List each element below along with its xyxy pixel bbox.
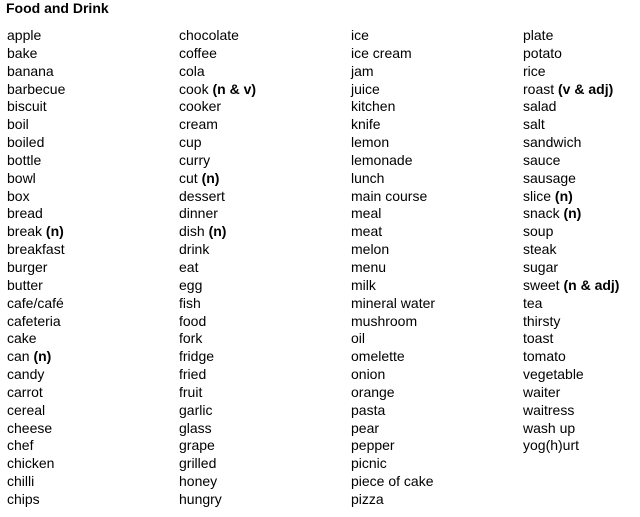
vocab-word: chicken — [7, 455, 55, 472]
vocab-word: sauce — [523, 151, 561, 168]
vocab-item — [7, 420, 65, 438]
vocab-word: main course — [351, 187, 428, 204]
vocab-word: fruit — [179, 383, 203, 400]
part-of-speech-label: (v & adj) — [558, 80, 614, 97]
vocab-word: cereal — [7, 401, 46, 418]
vocab-item — [523, 170, 619, 188]
vocab-word: meat — [351, 223, 383, 240]
vocab-item — [7, 366, 65, 384]
vocab-word: chips — [7, 490, 40, 507]
vocab-item — [179, 455, 256, 473]
vocab-word: egg — [179, 276, 203, 293]
part-of-speech-label: (n) — [201, 169, 220, 186]
vocab-item — [523, 188, 619, 206]
vocab-word: sausage — [523, 169, 576, 186]
vocab-word: bowl — [7, 169, 36, 186]
vocab-item — [179, 313, 256, 331]
vocab-item — [179, 223, 256, 241]
vocab-item — [523, 348, 619, 366]
vocab-item — [7, 277, 65, 295]
vocab-item — [7, 205, 65, 223]
vocab-word: tea — [523, 294, 543, 311]
vocab-word: cut — [179, 169, 198, 186]
vocab-word: kitchen — [351, 98, 396, 115]
vocab-item — [7, 45, 65, 63]
vocab-word: honey — [179, 473, 218, 490]
vocab-item — [351, 455, 435, 473]
vocab-item — [7, 188, 65, 206]
vocab-word: cooker — [179, 98, 222, 115]
vocab-word: dessert — [179, 187, 225, 204]
word-column-1 — [7, 27, 65, 509]
vocab-item — [7, 81, 65, 99]
vocab-word: biscuit — [7, 98, 47, 115]
vocab-word: pasta — [351, 401, 386, 418]
vocab-word: soup — [523, 223, 554, 240]
vocab-word: fridge — [179, 348, 215, 365]
vocab-word: dish — [179, 223, 205, 240]
vocab-item — [351, 27, 435, 45]
vocab-item — [7, 313, 65, 331]
vocab-word: meal — [351, 205, 382, 222]
vocab-word: grape — [179, 437, 215, 454]
vocab-item — [351, 491, 435, 509]
vocab-item — [523, 313, 619, 331]
page-title: Food and Drink — [6, 0, 109, 16]
vocab-item — [523, 27, 619, 45]
vocab-item — [179, 402, 256, 420]
vocab-item — [179, 277, 256, 295]
vocab-word: onion — [351, 366, 386, 383]
vocab-item — [351, 313, 435, 331]
vocab-word: wash up — [523, 419, 576, 436]
vocab-item — [179, 295, 256, 313]
vocab-word: boil — [7, 116, 29, 133]
vocab-item — [351, 223, 435, 241]
vocab-item — [523, 402, 619, 420]
vocab-item — [179, 437, 256, 455]
vocab-item — [7, 402, 65, 420]
vocab-item — [7, 330, 65, 348]
vocab-item — [523, 259, 619, 277]
vocab-word: cafe/café — [7, 294, 64, 311]
vocab-item — [179, 63, 256, 81]
vocab-item — [351, 277, 435, 295]
vocab-item — [351, 81, 435, 99]
vocab-word: toast — [523, 330, 554, 347]
vocab-word: juice — [351, 80, 380, 97]
vocab-item — [351, 402, 435, 420]
vocab-word: eat — [179, 258, 199, 275]
vocab-word: mushroom — [351, 312, 418, 329]
vocab-word: boiled — [7, 134, 45, 151]
vocab-item — [351, 241, 435, 259]
vocab-item — [523, 98, 619, 116]
vocab-item — [523, 81, 619, 99]
vocab-word: oil — [351, 330, 366, 347]
word-column-3 — [351, 27, 435, 509]
part-of-speech-label: (n) — [45, 223, 64, 240]
vocab-word: cake — [7, 330, 37, 347]
vocab-item — [7, 455, 65, 473]
vocab-word: burger — [7, 258, 48, 275]
vocab-item — [523, 330, 619, 348]
vocab-item — [7, 437, 65, 455]
vocab-item — [179, 366, 256, 384]
vocab-word: carrot — [7, 383, 43, 400]
vocab-word: picnic — [351, 455, 387, 472]
vocab-word: omelette — [351, 348, 405, 365]
vocab-item — [351, 420, 435, 438]
vocab-item — [351, 45, 435, 63]
vocab-item — [7, 295, 65, 313]
vocab-item — [7, 348, 65, 366]
vocab-item — [351, 437, 435, 455]
vocab-item — [351, 366, 435, 384]
vocab-word: fried — [179, 366, 207, 383]
vocab-item — [179, 241, 256, 259]
vocab-word: mineral water — [351, 294, 436, 311]
vocab-item — [351, 63, 435, 81]
vocab-item — [7, 134, 65, 152]
vocab-word: menu — [351, 258, 387, 275]
vocab-word: salad — [523, 98, 557, 115]
vocab-item — [7, 152, 65, 170]
vocab-word: slice — [523, 187, 552, 204]
vocab-item — [179, 348, 256, 366]
vocab-item — [179, 27, 256, 45]
vocab-word: pepper — [351, 437, 395, 454]
vocab-item — [351, 473, 435, 491]
vocab-word: break — [7, 223, 43, 240]
vocab-word: lemon — [351, 134, 390, 151]
vocab-item — [179, 330, 256, 348]
part-of-speech-label: (n) — [33, 348, 52, 365]
vocab-word: dinner — [179, 205, 218, 222]
vocab-item — [7, 259, 65, 277]
vocab-word: chef — [7, 437, 34, 454]
vocab-word: thirsty — [523, 312, 561, 329]
vocab-word: salt — [523, 116, 545, 133]
part-of-speech-label: (n) — [208, 223, 227, 240]
vocab-item — [523, 205, 619, 223]
vocab-item — [7, 241, 65, 259]
vocab-item — [179, 188, 256, 206]
vocab-word: curry — [179, 151, 211, 168]
vocab-item — [7, 473, 65, 491]
vocab-item — [351, 259, 435, 277]
vocab-item — [351, 330, 435, 348]
vocab-word: bake — [7, 44, 38, 61]
vocab-item — [179, 170, 256, 188]
vocab-word: piece of cake — [351, 473, 434, 490]
vocab-word: chilli — [7, 473, 35, 490]
vocab-item — [523, 295, 619, 313]
vocab-item — [351, 188, 435, 206]
vocab-item — [179, 384, 256, 402]
vocab-item — [7, 116, 65, 134]
vocab-word: glass — [179, 419, 212, 436]
vocab-item — [179, 420, 256, 438]
vocab-item — [523, 152, 619, 170]
vocab-word: fish — [179, 294, 201, 311]
vocab-item — [179, 205, 256, 223]
vocab-word: bread — [7, 205, 43, 222]
vocab-item — [523, 63, 619, 81]
vocab-item — [179, 116, 256, 134]
vocab-item — [351, 98, 435, 116]
vocab-word: waiter — [523, 383, 561, 400]
vocab-word: hungry — [179, 490, 222, 507]
vocab-item — [351, 152, 435, 170]
vocab-word: banana — [7, 62, 54, 79]
vocab-word: coffee — [179, 44, 217, 61]
vocab-item — [7, 63, 65, 81]
vocab-item — [351, 348, 435, 366]
vocab-word: ice cream — [351, 44, 412, 61]
vocab-word: butter — [7, 276, 43, 293]
vocab-word: rice — [523, 62, 546, 79]
part-of-speech-label: (n & v) — [212, 80, 257, 97]
part-of-speech-label: (n) — [554, 187, 573, 204]
vocab-word: knife — [351, 116, 381, 133]
vocab-word: box — [7, 187, 30, 204]
vocab-item — [523, 420, 619, 438]
vocab-word: barbecue — [7, 80, 66, 97]
word-column-2 — [179, 27, 256, 509]
vocab-word: cream — [179, 116, 218, 133]
vocab-item — [523, 241, 619, 259]
vocab-word: cheese — [7, 419, 53, 436]
vocab-word: tomato — [523, 348, 566, 365]
vocab-item — [7, 170, 65, 188]
part-of-speech-label: (n & adj) — [563, 276, 620, 293]
part-of-speech-label: (n) — [563, 205, 582, 222]
vocab-item — [523, 277, 619, 295]
vocab-word: plate — [523, 27, 554, 43]
vocab-word: cup — [179, 134, 202, 151]
vocab-word: sweet — [523, 276, 560, 293]
vocab-word: snack — [523, 205, 560, 222]
vocab-word: grilled — [179, 455, 217, 472]
vocab-word: roast — [523, 80, 555, 97]
vocab-word: breakfast — [7, 241, 65, 258]
vocab-word: orange — [351, 383, 395, 400]
vocab-word: can — [7, 348, 30, 365]
vocab-word: garlic — [179, 401, 213, 418]
vocab-word: pear — [351, 419, 380, 436]
vocab-item — [7, 98, 65, 116]
vocab-item — [179, 134, 256, 152]
word-column-4 — [523, 27, 619, 455]
vocab-word: sugar — [523, 258, 559, 275]
vocab-item — [351, 295, 435, 313]
vocab-item — [523, 366, 619, 384]
vocab-item — [179, 259, 256, 277]
vocab-item — [523, 134, 619, 152]
vocab-item — [7, 27, 65, 45]
vocab-word: vegetable — [523, 366, 584, 383]
vocab-item — [7, 223, 65, 241]
vocab-item — [523, 45, 619, 63]
vocab-word: milk — [351, 276, 376, 293]
vocab-word: lunch — [351, 169, 385, 186]
vocab-item — [179, 98, 256, 116]
vocab-word: waitress — [523, 401, 575, 418]
vocab-word: yog(h)urt — [523, 437, 580, 454]
vocab-item — [7, 491, 65, 509]
vocab-word: lemonade — [351, 151, 413, 168]
vocab-word: jam — [351, 62, 374, 79]
vocab-item — [7, 384, 65, 402]
vocab-word: sandwich — [523, 134, 582, 151]
vocab-item — [523, 116, 619, 134]
vocab-word: apple — [7, 27, 42, 43]
vocab-item — [351, 170, 435, 188]
vocab-word: cola — [179, 62, 205, 79]
vocab-word: fork — [179, 330, 203, 347]
vocab-word: ice — [351, 27, 369, 43]
vocab-item — [179, 45, 256, 63]
vocab-word: pizza — [351, 490, 384, 507]
vocab-word: cook — [179, 80, 209, 97]
vocab-item — [351, 116, 435, 134]
vocab-word: candy — [7, 366, 45, 383]
vocab-item — [351, 134, 435, 152]
vocab-item — [523, 437, 619, 455]
vocab-word: steak — [523, 241, 557, 258]
vocab-word: cafeteria — [7, 312, 61, 329]
vocab-word: potato — [523, 44, 562, 61]
vocab-item — [523, 223, 619, 241]
vocab-word: chocolate — [179, 27, 239, 43]
vocab-item — [179, 152, 256, 170]
vocab-word: melon — [351, 241, 390, 258]
vocab-item — [351, 205, 435, 223]
vocab-item — [179, 491, 256, 509]
vocab-word: food — [179, 312, 207, 329]
vocab-item — [351, 384, 435, 402]
vocab-word: drink — [179, 241, 210, 258]
vocab-item — [523, 384, 619, 402]
vocab-word: bottle — [7, 151, 42, 168]
vocab-item — [179, 81, 256, 99]
vocab-item — [179, 473, 256, 491]
